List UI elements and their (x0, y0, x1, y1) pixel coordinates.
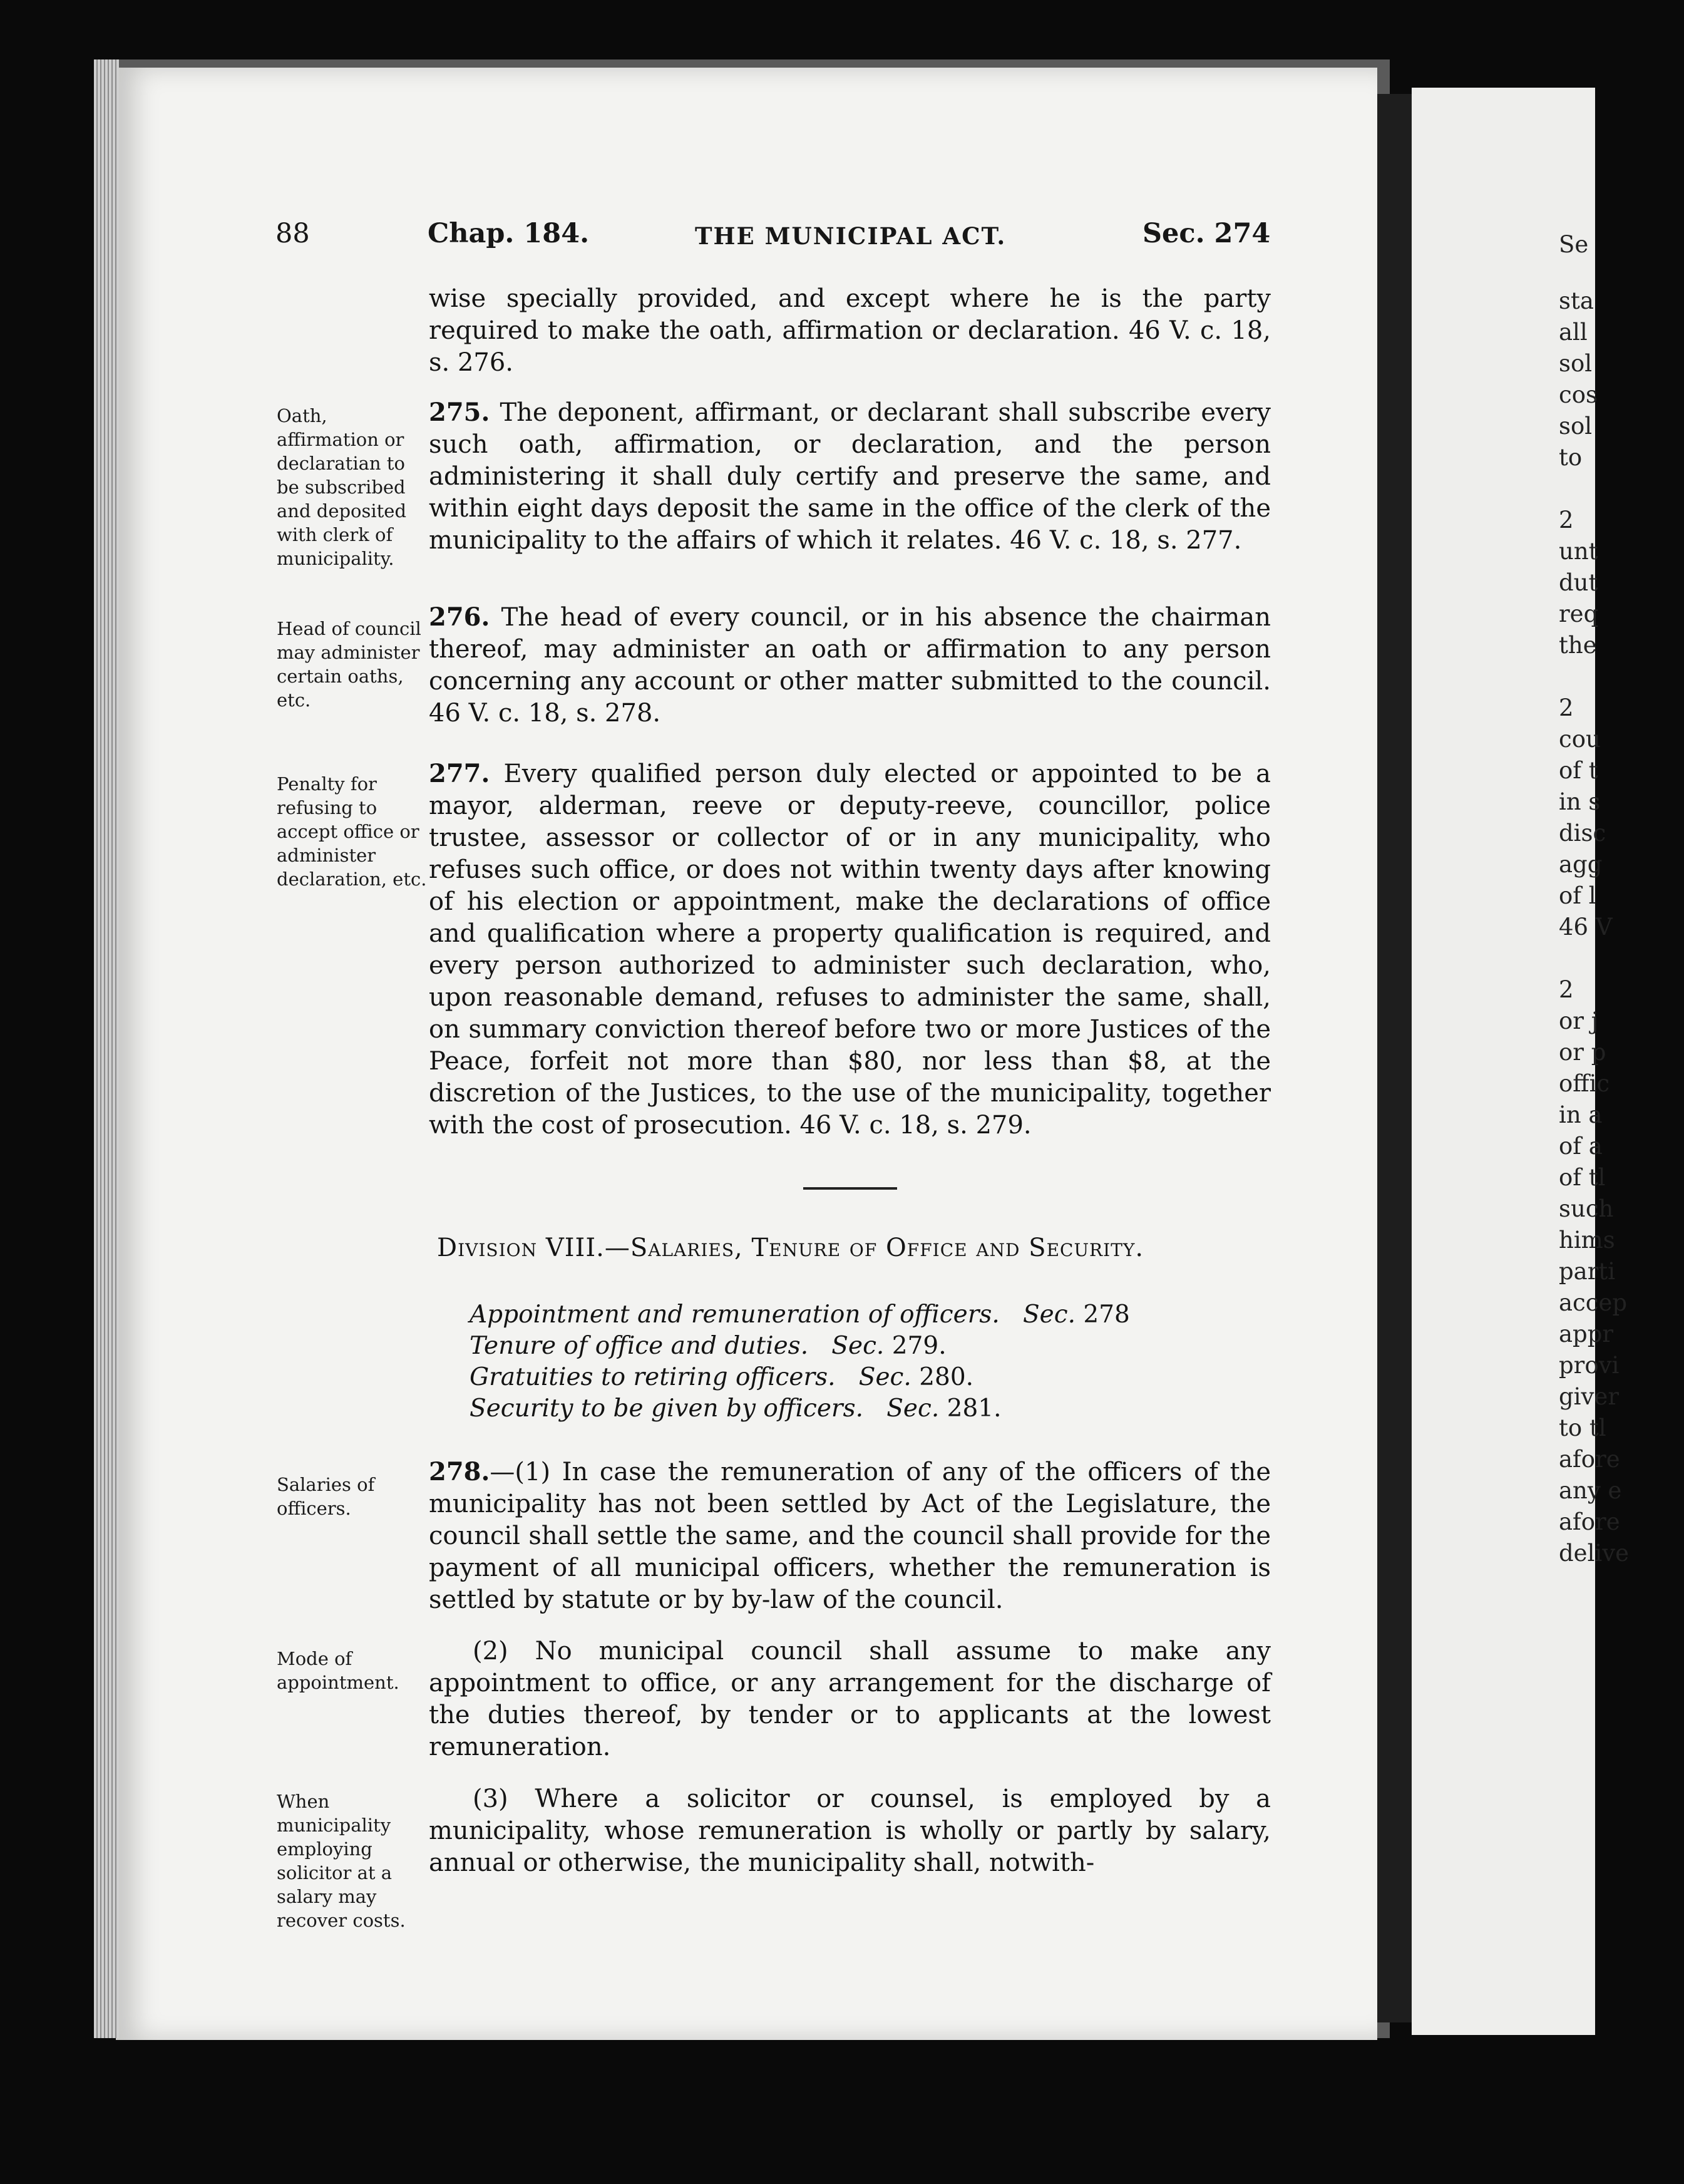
facing-page-fragment: 2 (1559, 507, 1574, 533)
paragraph-text: The head of every council, or in his absence the chairman thereof, may administer an oath or affirmation to any person concerning any account or other matter submitted to the council. 46 V. c. 18, s. 278. (429, 603, 1271, 728)
contents-sec-num: 279. (891, 1332, 947, 1360)
facing-page-fragment: req (1559, 600, 1599, 627)
section-275 (429, 396, 1271, 557)
facing-page-fragment: all (1559, 319, 1588, 346)
paragraph-text: wise specially provided, and except where he is the party required to make the oath, affirmation or declaration. 46 V. c. 18, s. 276. (429, 284, 1271, 377)
facing-page-fragment: appr (1559, 1321, 1614, 1347)
facing-page-fragment: hims (1559, 1227, 1615, 1254)
facing-page-fragment: unt (1559, 538, 1598, 565)
section-heading: Sec. 274 (1142, 218, 1271, 249)
facing-page-fragment: giver (1559, 1383, 1620, 1410)
margin-note-s276: Head of council may administer certain oaths, etc. (277, 618, 421, 711)
margin-note-s278-1: Salaries of officers. (277, 1474, 375, 1519)
facing-page-fragment: offic (1559, 1070, 1610, 1097)
contents-topic: Tenure of office and duties. (470, 1332, 809, 1360)
chapter-heading: Chap. 184. (428, 218, 590, 249)
contents-row (470, 1362, 1221, 1393)
section-277 (429, 758, 1271, 1141)
running-title: THE MUNICIPAL ACT. (695, 222, 1007, 250)
facing-page-fragment: or j (1559, 1007, 1599, 1034)
facing-page-fragment: in s (1559, 788, 1601, 815)
division-label: Division VIII. (437, 1234, 605, 1262)
facing-page-fragment: accep (1559, 1289, 1628, 1316)
contents-sec-num: 281. (947, 1394, 1002, 1423)
margin-note-s278-3: When municipality employing solicitor at a salary may recover costs. (277, 1791, 406, 1931)
contents-row (470, 1393, 1221, 1424)
facing-page-fragment: to tl (1559, 1414, 1606, 1441)
division-heading (437, 1234, 1276, 1262)
paragraph-continuation (429, 283, 1271, 379)
contents-sec-label: Sec. (858, 1363, 911, 1391)
contents-row (470, 1331, 1221, 1362)
contents-sec-label: Sec. (1022, 1301, 1076, 1329)
facing-page (1412, 88, 1630, 2035)
paragraph-text: Every qualified person duly elected or appointed to be a mayor, alderman, reeve or deputy-reeve, councillor, police trustee, assessor or collector of or in any municipality, who refuses such office, or does not within twenty days after knowing of his election or appointment, make the declarations of office and qualification where a property qualification is required, and every person authorized to administer such declaration, who, upon reasonable demand, refuses to administer the same, shall, on summary conviction thereof before two or more Justices of the Peace, forfeit not more than $80, nor less than $8, at the discretion of the Justices, to the use of the municipality, together with the cost of prosecution. 46 V. c. 18, s. 279. (429, 760, 1271, 1140)
facing-page-fragment: disc (1559, 820, 1606, 847)
section-number: 276. (429, 602, 490, 632)
facing-page-fragment: cou (1559, 726, 1601, 753)
paragraph-text: (2) No municipal council shall assume to make any appointment to office, or any arrangement for the discharge of the duties thereof, by tender or to applicants at the lowest remuneration. (429, 1637, 1271, 1761)
facing-page-fragment: afore (1559, 1446, 1620, 1473)
contents-row (470, 1299, 1221, 1331)
facing-page-fragment: of t (1559, 757, 1598, 784)
facing-page-fragment: of l (1559, 882, 1596, 909)
facing-page-fragment: any e (1559, 1477, 1622, 1504)
facing-page-fragment: sta (1559, 287, 1594, 314)
facing-page-fragment: of tl (1559, 1164, 1606, 1191)
facing-page-fragment: 2 (1559, 976, 1574, 1003)
division-contents (470, 1299, 1221, 1424)
facing-page-fragment: dut (1559, 569, 1598, 596)
paragraph-text: —(1) In case the remuneration of any of the officers of the municipality has not been settled by Act of the Legislature, the council shall settle the same, and the council shall provide for the payment of all municipal officers, whether the remuneration is settled by statute or by by-law of the council. (429, 1458, 1271, 1614)
facing-page-fragment: sol (1559, 413, 1593, 440)
facing-page-fragment: such (1559, 1195, 1614, 1222)
facing-page-fragment: sol (1559, 350, 1593, 377)
facing-page-fragment: of a (1559, 1133, 1603, 1160)
facing-page-fragment: 46 V (1559, 914, 1613, 940)
section-number: 275. (429, 398, 490, 427)
page-stack-edge (94, 59, 119, 2038)
facing-page-fragment: the (1559, 632, 1597, 659)
section-divider (803, 1187, 897, 1190)
contents-topic: Security to be given by officers. (470, 1394, 863, 1423)
section-number: 277. (429, 759, 490, 788)
facing-page-fragment: 2 (1559, 694, 1574, 721)
paragraph-text: (3) Where a solicitor or counsel, is employed by a municipality, whose remuneration is wholly or partly by salary, annual or otherwise, the municipality shall, notwith- (429, 1785, 1271, 1877)
facing-page-fragment: parti (1559, 1258, 1616, 1285)
facing-page-fragment: provi (1559, 1352, 1620, 1379)
section-276 (429, 601, 1271, 729)
facing-page-fragment: afore (1559, 1508, 1620, 1535)
facing-page-fragment: in a (1559, 1101, 1603, 1128)
contents-sec-label: Sec. (886, 1394, 940, 1423)
contents-sec-num: 278 (1083, 1301, 1130, 1329)
page-number: 88 (275, 218, 310, 249)
section-278-2 (429, 1635, 1271, 1763)
contents-topic: Gratuities to retiring officers. (470, 1363, 836, 1391)
margin-note-s278-2: Mode of appointment. (277, 1648, 399, 1693)
section-number: 278. (429, 1457, 490, 1486)
facing-page-fragment: to (1559, 444, 1583, 471)
division-title: —Salaries, Tenure of Office and Security. (604, 1234, 1144, 1262)
section-278-3 (429, 1783, 1271, 1879)
section-278-1 (429, 1456, 1271, 1616)
facing-page-fragment: or p (1559, 1039, 1606, 1066)
contents-topic: Appointment and remuneration of officers. (470, 1301, 1000, 1329)
facing-page-fragment: delive (1559, 1540, 1630, 1567)
margin-note-s277: Penalty for refusing to accept office or administer declaration, etc. (277, 773, 427, 890)
facing-page-fragment: cos (1559, 381, 1598, 408)
margin-note-s275: Oath, affirmation or declaratian to be subscribed and deposited with clerk of municipality. (277, 405, 407, 569)
book-gutter (1377, 94, 1412, 2022)
facing-page-fragment: Se (1559, 231, 1589, 258)
facing-page-fragment: agg (1559, 851, 1603, 878)
contents-sec-num: 280. (919, 1363, 974, 1391)
contents-sec-label: Sec. (831, 1332, 885, 1360)
paragraph-text: The deponent, affirmant, or declarant shall subscribe every such oath, affirmation, or declaration, and the person administering it shall duly certify and preserve the same, and within eight days deposit the same in the office of the clerk of the municipality to the affairs of which it relates. 46 V. c. 18, s. 277. (429, 398, 1271, 555)
